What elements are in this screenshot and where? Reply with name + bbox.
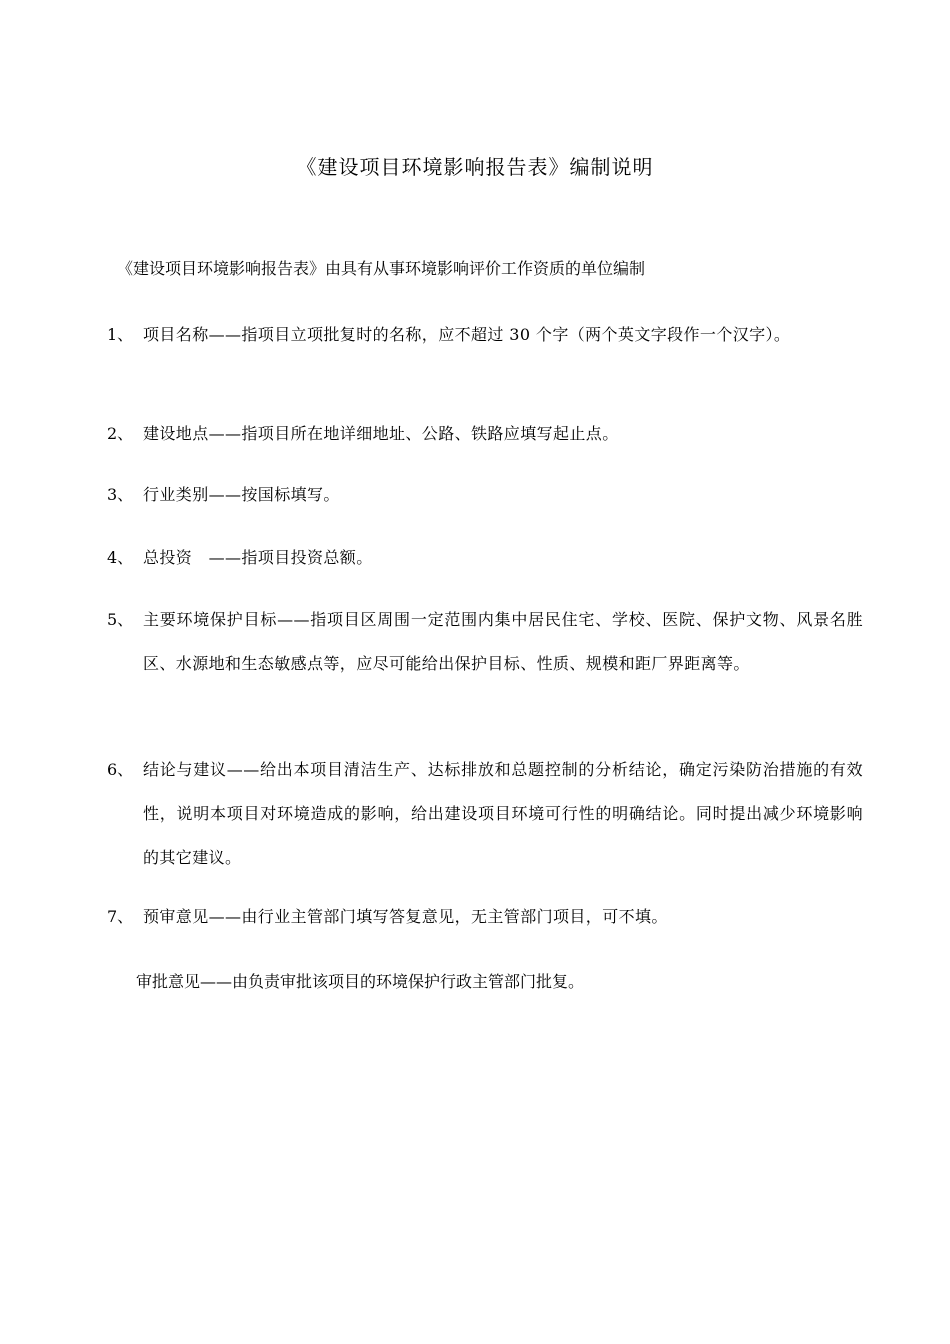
list-item-text: 建设地点——指项目所在地详细地址、公路、铁路应填写起止点。 <box>143 424 619 443</box>
list-item-number: 7、 <box>107 907 134 926</box>
list-item-number: 6、 <box>107 760 134 779</box>
approval-note: 审批意见——由负责审批该项目的环境保护行政主管部门批复。 <box>136 972 585 991</box>
list-item-text: 结论与建议——给出本项目清洁生产、达标排放和总题控制的分析结论，确定污染防治措施的有效性，说明本项目对环境造成的影响，给出建设项目环境可行性的明确结论。同时提出减少环境影响的其它建议。 <box>143 760 863 867</box>
list-item <box>107 473 867 517</box>
list-item-number: 3、 <box>107 485 134 504</box>
list-item-text: 主要环境保护目标——指项目区周围一定范围内集中居民住宅、学校、医院、保护文物、风景名胜区、水源地和生态敏感点等，应尽可能给出保护目标、性质、规模和距厂界距离等。 <box>143 610 863 673</box>
list-item <box>107 598 867 686</box>
list-item <box>107 895 867 939</box>
intro-paragraph: 《建设项目环境影响报告表》由具有从事环境影响评价工作资质的单位编制 <box>117 259 646 278</box>
list-item <box>107 412 867 456</box>
list-item <box>107 536 867 580</box>
list-item-text: 总投资 ——指项目投资总额。 <box>143 548 373 567</box>
list-item-text: 预审意见——由行业主管部门填写答复意见，无主管部门项目，可不填。 <box>143 907 668 926</box>
document-title: 《建设项目环境影响报告表》编制说明 <box>296 155 654 179</box>
list-item-number: 1、 <box>107 325 134 344</box>
list-item <box>107 748 867 880</box>
list-item-number: 2、 <box>107 424 134 443</box>
list-item-text: 行业类别——按国标填写。 <box>143 485 340 504</box>
list-item-number: 5、 <box>107 610 134 629</box>
list-item-text: 项目名称——指项目立项批复时的名称，应不超过 30 个字（两个英文字段作一个汉字）。 <box>143 325 791 344</box>
list-item <box>107 313 867 357</box>
list-item-number: 4、 <box>107 548 134 567</box>
